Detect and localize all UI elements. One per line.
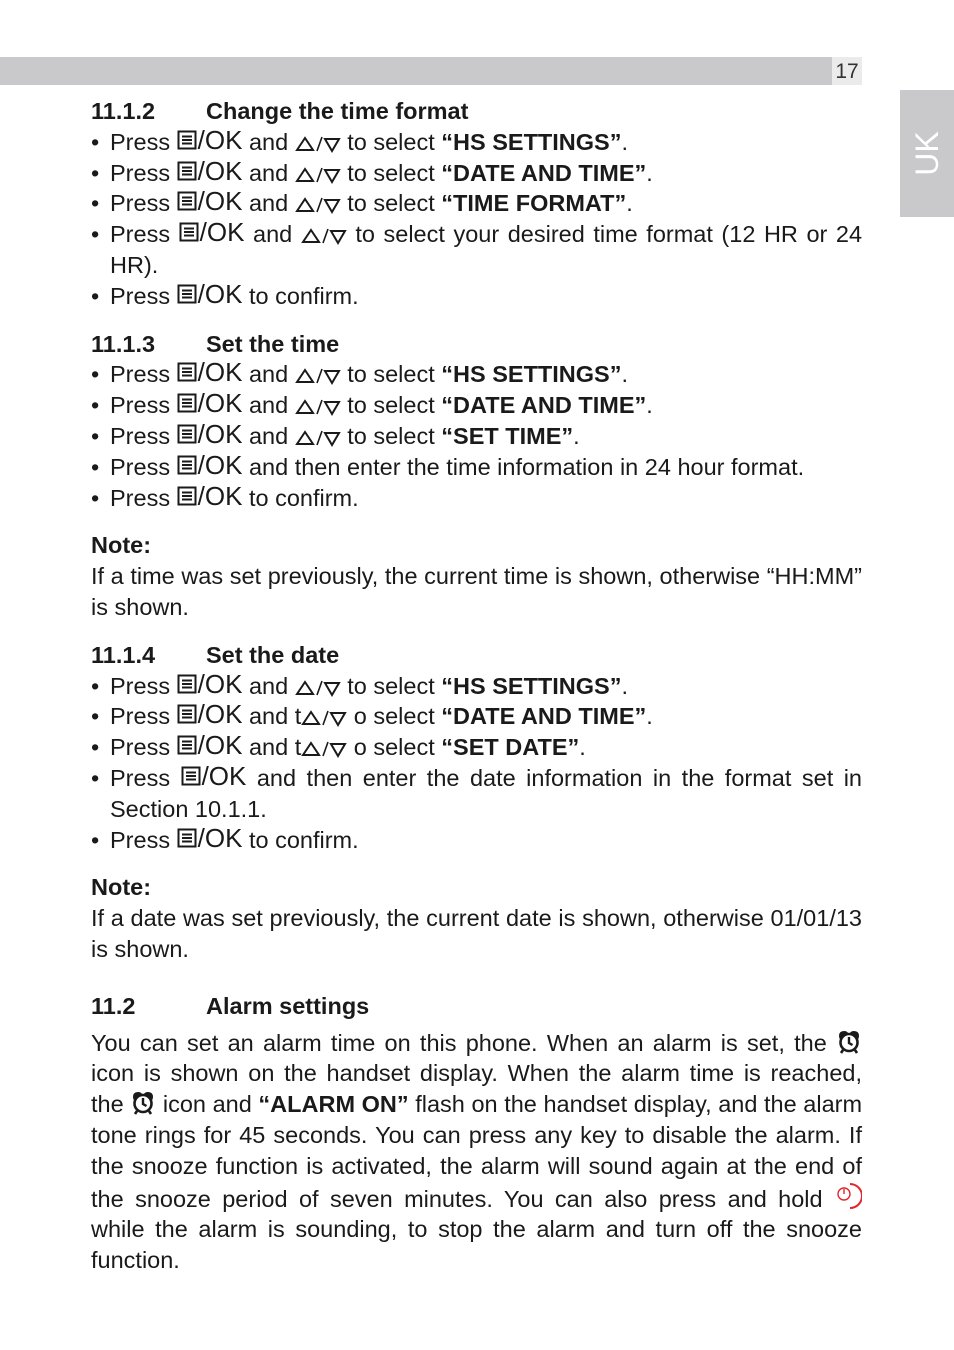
note-title: Note: — [91, 874, 152, 901]
list-item: • Press /OK and t o select “DATE AND TIME”. — [91, 699, 653, 730]
menu-ok-key-icon: /OK — [177, 453, 243, 477]
list-item: • Press /OK and to select “TIME FORMAT”. — [91, 186, 633, 217]
up-down-arrow-icon — [295, 429, 341, 447]
menu-ok-key-icon: /OK — [177, 672, 243, 696]
note-text: If a time was set previously, the current time is shown, otherwise “HH:MM” is shown. — [91, 563, 862, 620]
note-title: Note: — [91, 532, 152, 559]
up-down-arrow-icon — [295, 135, 341, 153]
menu-ok-key-icon: /OK — [177, 422, 243, 446]
alarm-clock-icon — [130, 1089, 156, 1115]
list-item: • Press /OK and to select “HS SETTINGS”. — [91, 357, 629, 388]
up-down-arrow-icon — [295, 679, 341, 697]
manual-content — [91, 96, 862, 1276]
section-heading: 11.1.3 Set the time — [91, 330, 340, 357]
menu-ok-key-icon: /OK — [181, 764, 247, 788]
up-down-arrow-icon — [295, 196, 341, 214]
menu-ok-key-icon: /OK — [177, 128, 243, 152]
section-heading: 11.2 Alarm settings — [91, 992, 370, 1019]
list-item: • Press /OK to confirm. — [91, 278, 359, 309]
list-item: • Press /OK and to select “SET TIME”. — [91, 418, 580, 449]
menu-ok-key-icon: /OK — [177, 360, 243, 384]
up-down-arrow-icon — [295, 398, 341, 416]
menu-ok-key-icon: /OK — [177, 159, 243, 183]
list-item: • Press /OK to confirm. — [91, 822, 359, 853]
header-bar — [0, 57, 832, 85]
menu-ok-key-icon: /OK — [177, 282, 243, 306]
menu-ok-key-icon: /OK — [177, 733, 243, 757]
list-item: • Press /OK and to select your desired time format (12 HR or 24 HR). — [91, 217, 863, 278]
up-down-arrow-icon — [295, 367, 341, 385]
list-item: • Press /OK and to select “DATE AND TIME”. — [91, 388, 653, 419]
menu-ok-key-icon: /OK — [177, 702, 243, 726]
alarm-paragraph: You can set an alarm time on this phone. When an alarm is set, the icon is shown on the handset display. When the alarm time is reached, the icon and “ALARM ON” flash on the handset display, and the alarm tone rings for 45 seconds. You can press any key to disable the alarm. If the snooze function is activated, the alarm will sound again at the end of the snooze period of seven minutes. You can also press and hold while the alarm is sounding, to stop the alarm and turn off the snooze function. — [91, 1029, 863, 1274]
up-down-arrow-icon — [301, 227, 347, 245]
menu-ok-key-icon: /OK — [177, 826, 243, 850]
list-item: • Press /OK and to select “HS SETTINGS”. — [91, 124, 629, 155]
note-text: If a date was set previously, the current date is shown, otherwise 01/01/13 is shown. — [91, 905, 862, 962]
alarm-clock-icon — [836, 1028, 862, 1054]
menu-ok-key-icon: /OK — [177, 391, 243, 415]
section-heading: 11.1.2 Change the time format — [91, 98, 469, 124]
list-item: • Press /OK to confirm. — [91, 480, 359, 511]
list-item: • Press /OK and t o select “SET DATE”. — [91, 730, 586, 761]
menu-ok-key-icon: /OK — [177, 189, 243, 213]
up-down-arrow-icon — [301, 740, 347, 758]
language-tab-label: UK — [909, 131, 945, 176]
menu-ok-key-icon: /OK — [179, 220, 245, 244]
list-item: • Press /OK and to select “HS SETTINGS”. — [91, 668, 629, 699]
up-down-arrow-icon — [295, 166, 341, 184]
language-tab — [900, 90, 954, 217]
up-down-arrow-icon — [301, 709, 347, 727]
list-item: • Press /OK and then enter the date information in the format set in Section 10.1.1. — [91, 760, 863, 822]
list-item: • Press /OK and to select “DATE AND TIME”. — [91, 155, 653, 186]
power-end-key-icon — [834, 1182, 862, 1210]
menu-ok-key-icon: /OK — [177, 484, 243, 508]
list-item: • Press /OK and then enter the time information in 24 hour format. — [91, 449, 805, 480]
section-heading: 11.1.4 Set the date — [91, 641, 340, 668]
page-number: 17 — [832, 57, 862, 85]
